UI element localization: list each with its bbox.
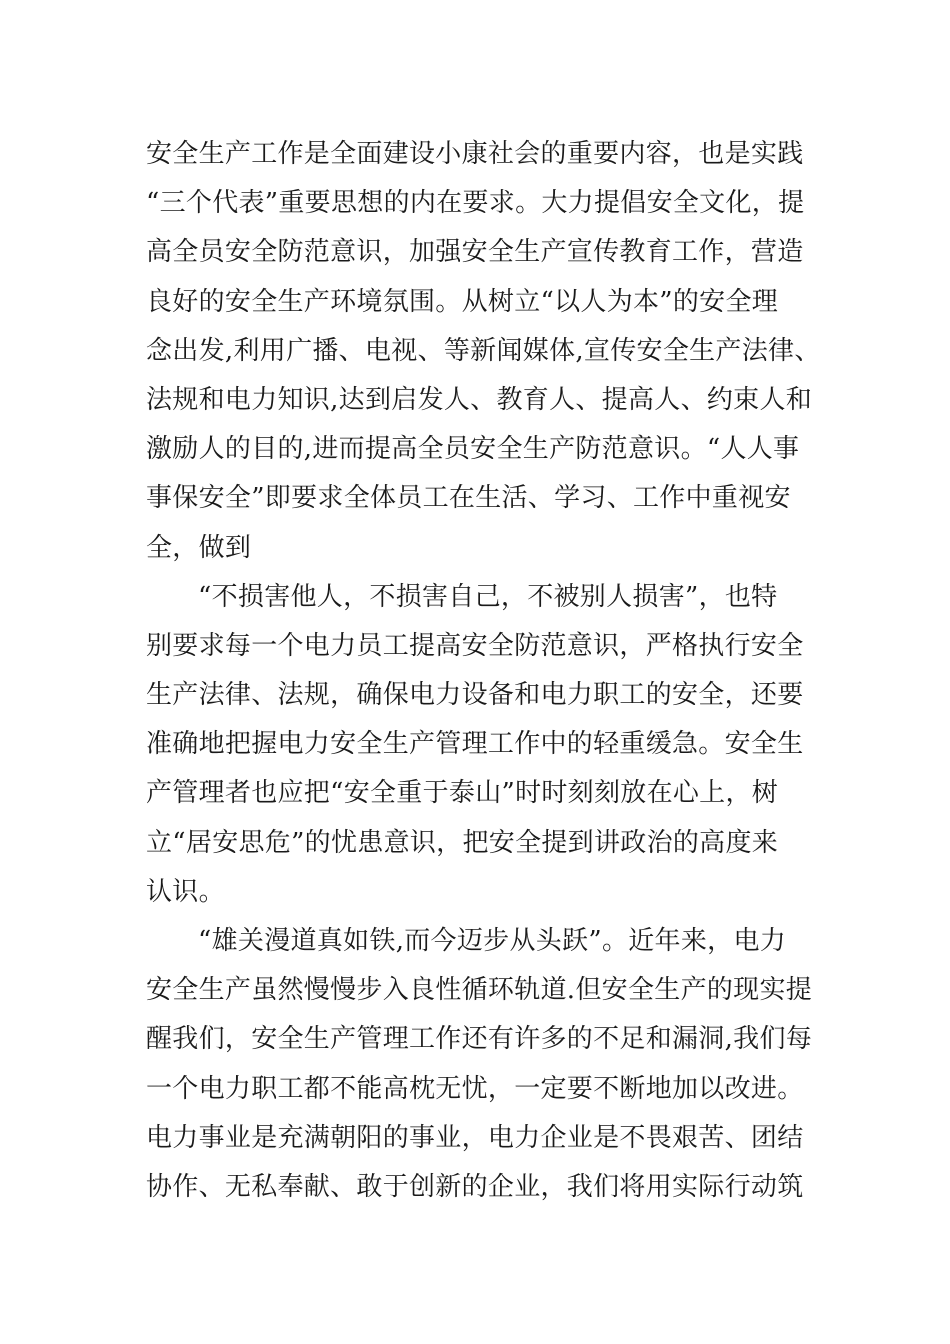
text-line: 全，做到 [146, 532, 252, 563]
text-line: 准确地把握电力安全生产管理工作中的轻重缓急。安全生 [146, 729, 804, 760]
text-line: 认识。 [146, 876, 225, 907]
text-line: 事保安全”即要求全体员工在生活、学习、工作中重视安 [146, 483, 791, 514]
text-line: 激励人的目的,进而提高全员安全生产防范意识。“人人事 [146, 434, 800, 465]
text-line: “雄关漫道真如铁,而今迈步从头跃”。近年来，电力 [198, 926, 787, 956]
text-line: “不损害他人，不损害自己，不被别人损害”，也特 [198, 581, 778, 612]
text-line: 协作、无私奉献、敢于创新的企业，我们将用实际行动筑 [146, 1171, 804, 1202]
text-line: 生产法律、法规，确保电力设备和电力职工的安全，还要 [146, 680, 804, 711]
paragraph [146, 130, 826, 573]
text-line: 良好的安全生产环境氛围。从树立“以人为本”的安全理 [146, 286, 779, 317]
text-line: 立“居安思危”的忧患意识，把安全提到讲政治的高度来 [146, 827, 779, 858]
text-line: 产管理者也应把“安全重于泰山”时时刻刻放在心上，树 [146, 778, 779, 809]
text-line: 法规和电力知识,达到启发人、教育人、提高人、约束人和 [146, 384, 813, 415]
document-body [146, 130, 826, 1212]
paragraph [146, 573, 826, 917]
text-line: 电力事业是充满朝阳的事业，电力企业是不畏艰苦、团结 [146, 1122, 804, 1153]
text-line: 安全生产虽然慢慢步入良性循环轨道.但安全生产的现实提 [146, 975, 813, 1006]
text-line: “三个代表”重要思想的内在要求。大力提倡安全文化，提 [146, 188, 805, 219]
text-line: 醒我们，安全生产管理工作还有许多的不足和漏洞,我们每 [146, 1024, 813, 1055]
text-line: 一个电力职工都不能高枕无忧，一定要不断地加以改进。 [146, 1073, 804, 1104]
text-line: 高全员安全防范意识，加强安全生产宣传教育工作，营造 [146, 237, 804, 268]
text-line: 安全生产工作是全面建设小康社会的重要内容，也是实践 [146, 139, 804, 169]
text-line: 别要求每一个电力员工提高安全防范意识，严格执行安全 [146, 630, 804, 661]
paragraph [146, 917, 826, 1212]
text-line: 念出发,利用广播、电视、等新闻媒体,宣传安全生产法律、 [146, 335, 821, 366]
